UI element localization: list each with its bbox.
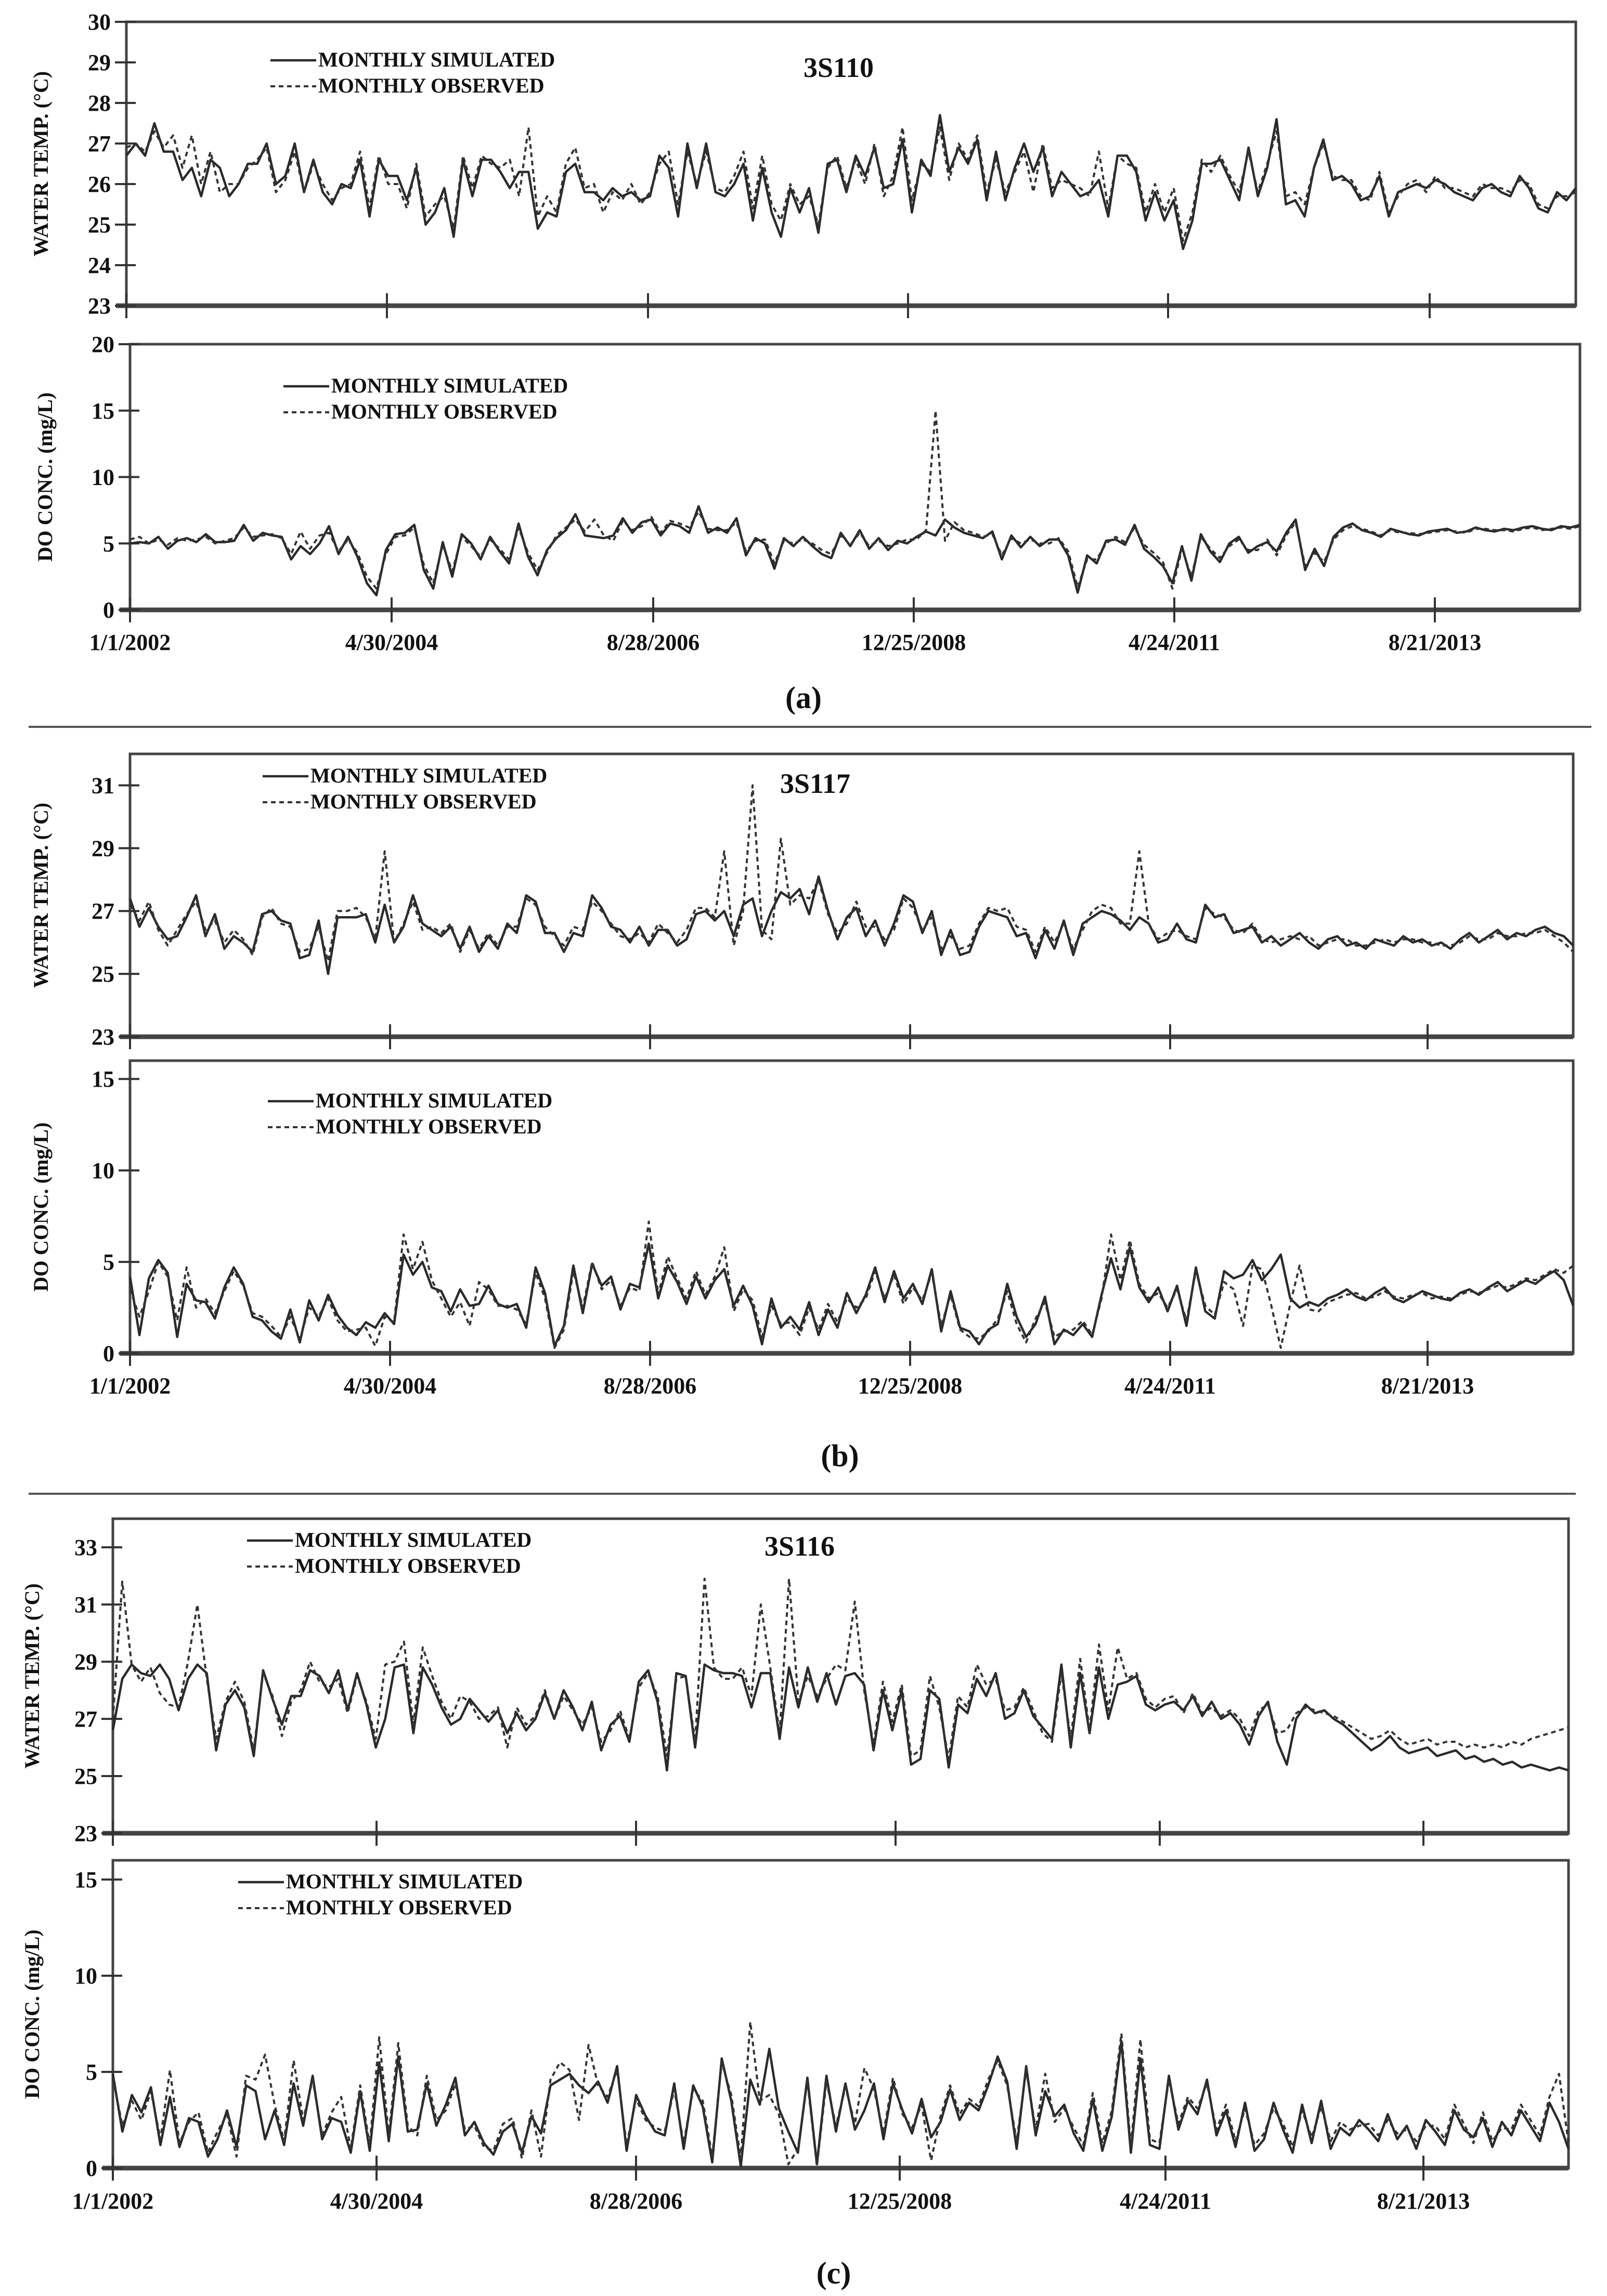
y-tick-label: 26: [88, 172, 111, 197]
y-tick-label: 15: [92, 398, 114, 424]
y-tick-label: 0: [103, 597, 114, 623]
y-tick-label: 31: [92, 773, 114, 799]
x-tick-label: 8/28/2006: [589, 2188, 683, 2214]
x-tick-label: 1/1/2002: [89, 1373, 171, 1399]
legend-observed-label: MONTHLY OBSERVED: [310, 790, 537, 813]
x-tick-label: 1/1/2002: [72, 2188, 154, 2214]
y-tick-label: 0: [86, 2156, 97, 2181]
legend-observed-label: MONTHLY OBSERVED: [331, 400, 558, 423]
legend-simulated-label: MONTHLY SIMULATED: [331, 374, 568, 397]
x-tick-label: 8/21/2013: [1388, 630, 1482, 655]
y-tick-label: 27: [88, 131, 111, 156]
station-label-a: 3S110: [804, 52, 874, 83]
station-label-b: 3S117: [780, 768, 851, 799]
x-tick-label: 8/28/2006: [603, 1373, 697, 1399]
y-tick-label: 30: [88, 9, 111, 35]
x-tick-label: 4/30/2004: [343, 1373, 437, 1399]
legend-simulated-label: MONTHLY SIMULATED: [318, 48, 555, 71]
y-tick-label: 23: [74, 1821, 97, 1846]
legend-observed-label: MONTHLY OBSERVED: [295, 1554, 521, 1577]
panel-caption-a: (a): [785, 681, 822, 715]
panel-caption-c: (c): [816, 2256, 851, 2290]
y-axis-title: WATER TEMP. (°C): [29, 71, 53, 257]
y-tick-label: 20: [92, 332, 114, 357]
legend-simulated-label: MONTHLY SIMULATED: [316, 1089, 553, 1112]
legend-simulated-label: MONTHLY SIMULATED: [310, 764, 548, 787]
x-tick-label: 4/30/2004: [330, 2188, 423, 2214]
y-tick-label: 25: [92, 961, 114, 987]
x-tick-label: 4/24/2011: [1119, 2188, 1212, 2214]
y-tick-label: 27: [74, 1706, 97, 1732]
y-axis-title: DO CONC. (mg/L): [20, 1929, 44, 2099]
y-tick-label: 23: [88, 293, 111, 319]
y-axis-title: WATER TEMP. (°C): [29, 802, 53, 988]
y-tick-label: 29: [74, 1649, 97, 1675]
x-tick-label: 4/24/2011: [1128, 630, 1221, 655]
x-tick-label: 8/21/2013: [1377, 2188, 1470, 2214]
y-tick-label: 0: [103, 1341, 114, 1366]
y-tick-label: 27: [92, 898, 114, 924]
x-tick-label: 1/1/2002: [89, 630, 171, 655]
y-tick-label: 29: [88, 50, 111, 75]
x-tick-label: 12/25/2008: [847, 2188, 952, 2214]
y-tick-label: 10: [74, 1963, 97, 1989]
y-tick-label: 25: [74, 1764, 97, 1789]
legend-observed-label: MONTHLY OBSERVED: [286, 1896, 512, 1919]
x-tick-label: 4/30/2004: [345, 630, 438, 655]
y-tick-label: 33: [74, 1535, 97, 1560]
y-tick-label: 31: [74, 1592, 97, 1617]
y-axis-title: DO CONC. (mg/L): [29, 1122, 53, 1292]
x-tick-label: 8/28/2006: [606, 630, 700, 655]
x-tick-label: 12/25/2008: [861, 630, 966, 655]
y-tick-label: 15: [74, 1867, 97, 1893]
y-axis-title: WATER TEMP. (°C): [20, 1583, 44, 1769]
legend-observed-label: MONTHLY OBSERVED: [316, 1115, 542, 1138]
y-tick-label: 28: [88, 90, 111, 116]
y-tick-label: 23: [92, 1024, 114, 1050]
y-tick-label: 24: [88, 253, 111, 278]
y-tick-label: 5: [86, 2059, 97, 2085]
panel-caption-b: (b): [821, 1439, 859, 1473]
y-tick-label: 25: [88, 212, 111, 238]
y-tick-label: 29: [92, 836, 114, 862]
legend-simulated-label: MONTHLY SIMULATED: [286, 1870, 523, 1893]
x-tick-label: 4/24/2011: [1124, 1373, 1216, 1399]
x-tick-label: 12/25/2008: [858, 1373, 963, 1399]
y-tick-label: 5: [103, 531, 114, 557]
legend-observed-label: MONTHLY OBSERVED: [318, 74, 545, 97]
x-tick-label: 8/21/2013: [1381, 1373, 1474, 1399]
y-tick-label: 5: [103, 1249, 114, 1275]
y-axis-title: DO CONC. (mg/L): [33, 392, 57, 562]
y-tick-label: 15: [92, 1066, 114, 1092]
y-tick-label: 10: [92, 464, 114, 490]
station-label-c: 3S116: [764, 1531, 835, 1562]
legend-simulated-label: MONTHLY SIMULATED: [295, 1528, 532, 1551]
y-tick-label: 10: [92, 1158, 114, 1184]
